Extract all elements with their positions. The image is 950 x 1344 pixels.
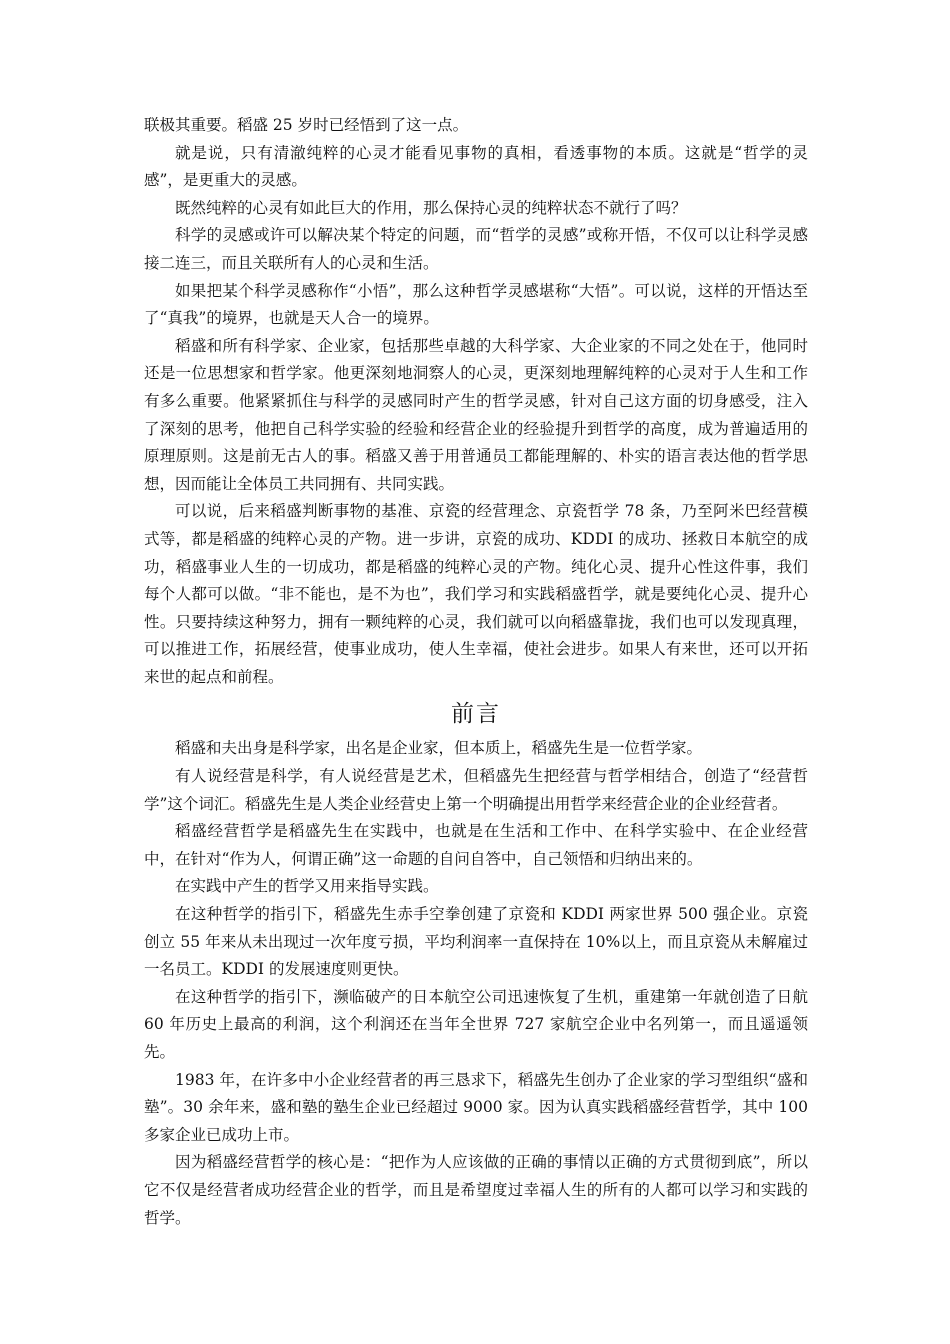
document-page xyxy=(144,112,808,1232)
paragraph-continuation-1: 就是说，只有清澈纯粹的心灵才能看见事物的真相，看透事物的本质。这就是“哲学的灵感”，是更重大的灵感。 xyxy=(144,143,808,190)
paragraph-preface-2: 稻盛经营哲学是稻盛先生在实践中，也就是在生活和工作中、在科学实验中、在企业经营中，在针对“作为人，何谓正确”这一命题的自问自答中，自己领悟和归纳出来的。 xyxy=(144,822,808,868)
paragraph-continuation-3: 科学的灵感或许可以解决某个特定的问题，而“哲学的灵感”或称开悟，不仅可以让科学灵感接二连三，而且关联所有人的心灵和生活。 xyxy=(144,226,808,272)
paragraph-continuation-0: 联极其重要。稻盛 25 岁时已经悟到了这一点。 xyxy=(144,116,469,134)
paragraph-preface-0: 稻盛和夫出身是科学家，出名是企业家，但本质上，稻盛先生是一位哲学家。 xyxy=(175,739,703,758)
paragraph-preface-6: 1983 年，在许多中小企业经营者的再三恳求下，稻盛先生创办了企业家的学习型组织“盛和塾”。30 余年来，盛和塾的塾生企业已经超过 9000 家。因为认真实践稻盛经营哲学，其中 100 多家企业已成功上市。 xyxy=(144,1070,808,1144)
paragraph-preface-5: 在这种哲学的指引下，濒临破产的日本航空公司迅速恢复了生机，重建第一年就创造了日航 60 年历史上最高的利润，这个利润还在当年全世界 727 家航空企业中名列第一，而且遥遥领先。 xyxy=(144,987,808,1061)
paragraph-continuation-5: 稻盛和所有科学家、企业家，包括那些卓越的大科学家、大企业家的不同之处在于，他同时还是一位思想家和哲学家。他更深刻地洞察人的心灵，更深刻地理解纯粹的心灵对于人生和工作有多么重要。他紧紧抓住与科学的灵感同时产生的哲学灵感，针对自己这方面的切身感受，注入了深刻的思考，他把自己科学实验的经验和经营企业的经验提升到哲学的高度，成为普遍适用的原理原则。这是前无古人的事。稻盛又善于用普通员工都能理解的、朴实的语言表达他的哲学思想，因而能让全体员工共同拥有、共同实践。 xyxy=(144,336,808,493)
paragraph-continuation-4: 如果把某个科学灵感称作“小悟”，那么这种哲学灵感堪称“大悟”。可以说，这样的开悟达至了“真我”的境界，也就是天人合一的境界。 xyxy=(144,281,808,328)
paragraph-preface-3: 在实践中产生的哲学又用来指导实践。 xyxy=(175,877,439,896)
section-heading: 前言 xyxy=(451,701,501,728)
paragraph-preface-7: 因为稻盛经营哲学的核心是：“把作为人应该做的正确的事情以正确的方式贯彻到底”，所以它不仅是经营者成功经营企业的哲学，而且是希望度过幸福人生的所有的人都可以学习和实践的哲学。 xyxy=(144,1153,808,1227)
paragraph-preface-4: 在这种哲学的指引下，稻盛先生赤手空拳创建了京瓷和 KDDI 两家世界 500 强企业。京瓷创立 55 年来从未出现过一次年度亏损，平均利润率一直保持在 10%以上，而且京瓷从未解雇过一名员工。KDDI 的发展速度则更快。 xyxy=(144,905,808,979)
paragraph-preface-1: 有人说经营是科学，有人说经营是艺术，但稻盛先生把经营与哲学相结合，创造了“经营哲学”这个词汇。稻盛先生是人类企业经营史上第一个明确提出用哲学来经营企业的企业经营者。 xyxy=(144,767,808,813)
paragraph-continuation-6: 可以说，后来稻盛判断事物的基准、京瓷的经营理念、京瓷哲学 78 条，乃至阿米巴经营模式等，都是稻盛的纯粹心灵的产物。进一步讲，京瓷的成功、KDDI 的成功、拯救日本航空的成功，稻盛事业人生的一切成功，都是稻盛的纯粹心灵的产物。纯化心灵、提升心性这件事，我们每个人都可以做。“非不能也，是不为也”，我们学习和实践稻盛哲学，就是要纯化心灵、提升心性。只要持续这种努力，拥有一颗纯粹的心灵，我们就可以向稻盛靠拢，我们也可以发现真理，可以推进工作，拓展经营，使事业成功，使人生幸福，使社会进步。如果人有来世，还可以开拓来世的起点和前程。 xyxy=(144,502,808,686)
paragraph-continuation-2: 既然纯粹的心灵有如此巨大的作用，那么保持心灵的纯粹状态不就行了吗？ xyxy=(175,198,687,217)
